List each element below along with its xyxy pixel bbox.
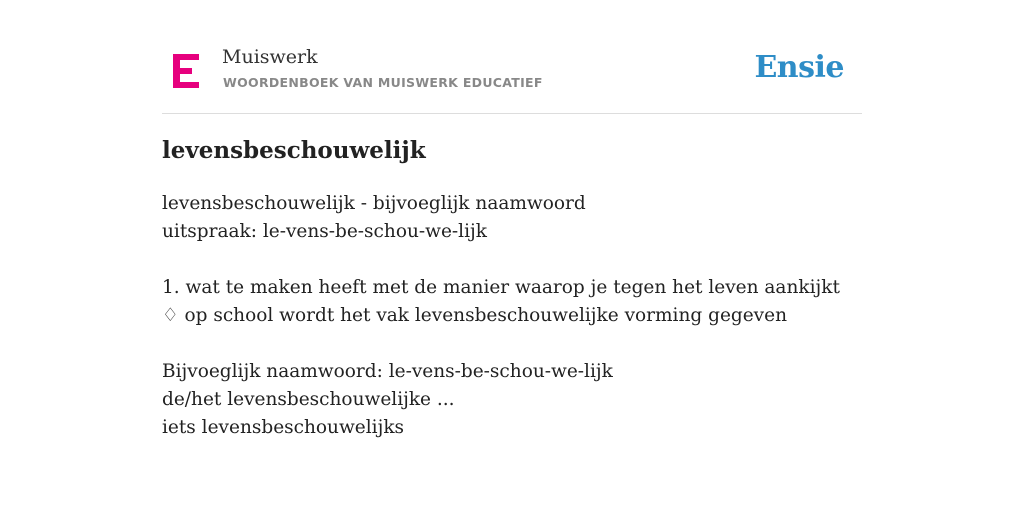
- entry-headword-line: levensbeschouwelijk - bijvoeglijk naamwoord: [162, 193, 586, 214]
- inflection-line: de/het levensbeschouwelijke ...: [162, 389, 455, 410]
- spacer: [162, 246, 862, 274]
- source-name[interactable]: Muiswerk: [222, 46, 318, 68]
- pronunciation-line: uitspraak: le-vens-be-schou-we-lijk: [162, 221, 487, 242]
- spacer: [162, 330, 862, 358]
- syllable-line: Bijvoeglijk naamwoord: le-vens-be-schou-we-lijk: [162, 361, 613, 382]
- definition-line: 1. wat te maken heeft met de manier waarop je tegen het leven aankijkt: [162, 277, 840, 298]
- muiswerk-logo-icon: [173, 54, 199, 88]
- page-title: levensbeschouwelijk: [162, 137, 426, 164]
- site-header: [162, 40, 862, 114]
- ensie-logo[interactable]: Ensie: [754, 50, 844, 85]
- inflection-line: iets levensbeschouwelijks: [162, 417, 405, 438]
- definition-body: [162, 190, 862, 442]
- source-subtitle: WOORDENBOEK VAN MUISWERK EDUCATIEF: [223, 75, 543, 90]
- example-line: ♢ op school wordt het vak levensbeschouwelijke vorming gegeven: [162, 305, 787, 326]
